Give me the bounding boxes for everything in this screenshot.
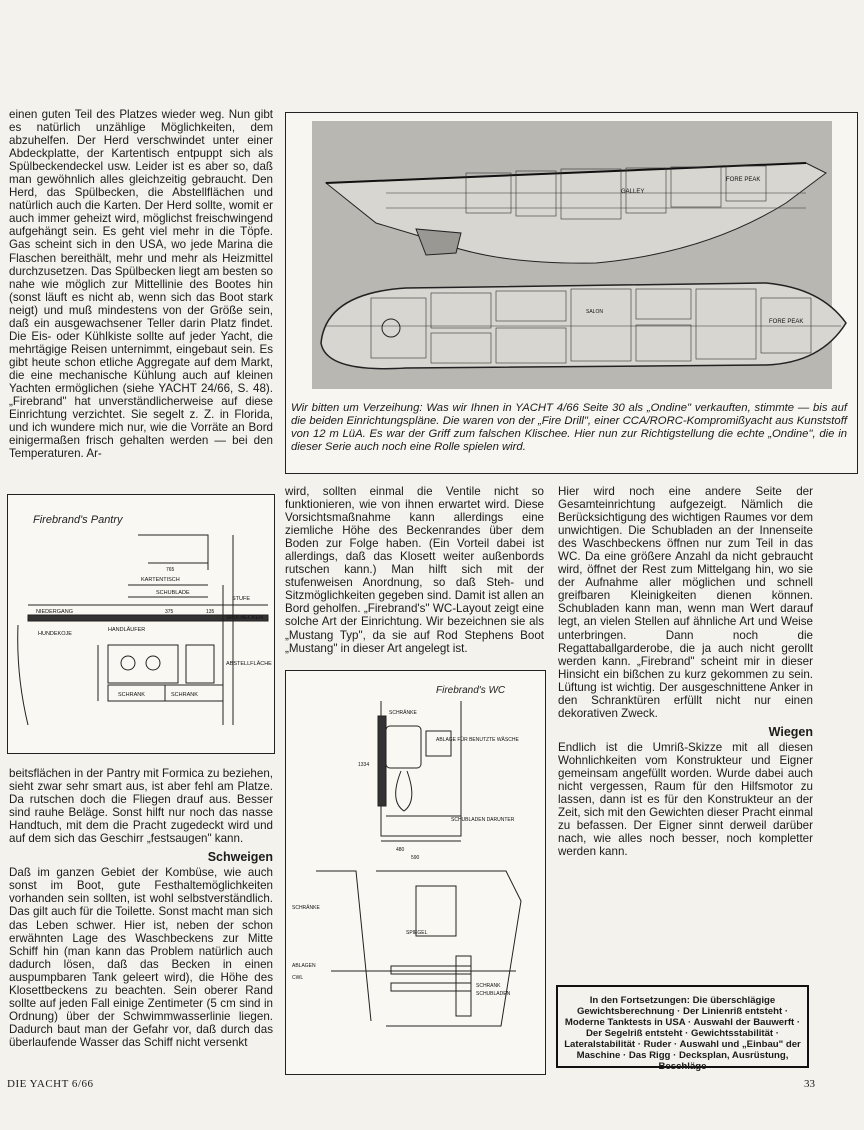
label-schraenke: SCHRÄNKE [292,905,320,911]
paragraph: Daß im ganzen Gebiet der Kombüse, wie auch sonst im Boot, gute Festhaltemöglichkeiten vorhanden sein sollten, ist wohl selbstverständlich. Das gilt auch für die Toilette. Sonst macht man sich das Leben schwer. Hier ist, neben der schon erwähnten Lage des Waschbeckens zur Mitte Schiff hin (man kann das Problem natürlich auch dadurch lösen, daß das Becken in einen auspumpbaren Tank geleert wird), die Höhe des Klosettbeckens zu beachten. Sein oberer Rand sollte auf jeden Fall einige Zentimeter (5 cm sind in Ordnung) über der Schwimmwasserlinie liegen. Dadurch baut man der Gefahr vor, daß durch das überlaufende Wasser das Schiff nicht versenkt [9,866,273,1049]
paragraph: wird, sollten einmal die Ventile nicht so funktionieren, wie von ihnen erwartet wird. Diese Vorsichtsmaßnahme kann allerdings eine ziemliche Höhe des Beckenrandes über dem Boden zur Folge haben. (Ein Vorteil dabei ist allerdings, daß das Klosett weiter außenbords rutschen kann.) Man hilft sich mit der stufenweisen Anordnung, so daß Steh- und Sitzmöglichkeiten gegeben sind. Damit ist allen an Bord geholfen. „Firebrand's" WC-Layout zeigt eine solche Art der Einrichtung. Wir bezeichnen sie als „Mustang Typ", da sie auf Rod Stephens Boot „Mustang" in dieser Art angelegt ist. [285,485,544,655]
handwritten-title: Firebrand's WC [436,685,506,696]
column-1-bottom [9,767,273,1049]
svg-text:SALON: SALON [586,309,603,315]
paragraph: Endlich ist die Umriß-Skizze mit all diesen Wohnlichkeiten vom Konstrukteur und Eigner gemeinsam angefüllt worden. Wurde dabei auch nicht vergessen, Raum für den Hilfsmotor zu lassen, dann ist es für den Konstrukteur an der Zeit, sich mit den Gewichten dieser Pracht einmal zu befassen. Der Eigner sinnt derweil darüber nach, wie alles noch besser, noch kompletter werden kann. [558,740,813,859]
label-schranke: SCHRÄNKE [389,710,417,716]
label-abstellflaeche: ABSTELLFLÄCHE [226,661,272,667]
label-spiegel: SPIEGEL [406,930,428,936]
svg-text:FORE PEAK: FORE PEAK [726,177,761,183]
paragraph: Hier wird noch eine andere Seite der Gesamteinrichtung aufgezeigt. Nämlich die Berücksichtigung des wichtigen Raumes vor dem unwichtigen. Die Schubladen an der Innenseite des Waschbeckens öffnen nur zum Teil in das WC. Da eine größere Anzahl da nicht gebraucht wird, öffnet der Rest zum Mittelgang hin, wo sie der Aufnahme aller möglichen und schnell greifbaren Kleinigkeiten dienen können. Schubladen kann man, wenn man Wert darauf legt, an vielen Stellen auf ähnliche Art und Weise unterbringen. Dann noch die Regattaballgarderobe, die ja auch nicht gerollt werden kann. „Firebrand" scheint mir in dieser Hinsicht ein bißchen zu kurz gekommen zu sein. Lüftung ist wichtig. Der ausgeschnittene Anker in den Schranktüren erfüllt nicht nur einen dekorativen Zweck. [558,485,813,720]
label-hundekoje: HUNDEKOJE [38,631,72,637]
column-3 [558,485,813,858]
paragraph: beitsflächen in der Pantry mit Formica zu beziehen, sieht zwar sehr smart aus, ist aber fehl am Platze. Da rutschen doch die Fliegen drauf aus. Besser sind rauhe Beläge. Sonst hilft nur noch das nasse Handtuch, mit dem die Pracht zugedeckt wird und auf dem sich das Geschirr „festsaugen" kann. [9,767,273,846]
heading-schweigen: Schweigen [207,850,273,865]
pantry-sketch [8,495,274,753]
handwritten-title: Firebrand's Pantry [33,514,123,526]
svg-text:GALLEY: GALLEY [621,189,645,195]
label-niedergang: NIEDERGANG [36,609,73,615]
label-kartentisch: KARTENTISCH [141,577,180,583]
column-2 [285,485,544,655]
label-ablagen: ABLAGEN [292,963,316,969]
dim-765: 765 [166,567,175,573]
label-schrank-1: SCHRANK [118,692,145,698]
dim-375: 375 [165,609,174,615]
label-schrank-2: SCHRANK [171,692,198,698]
series-preview-box: In den Fortsetzungen: Die überschlägige Gewichtsberechnung · Der Linienriß entsteht · Moderne Tanktests in USA · Auswahl der Bauwerft · Der Segelriß entsteht · Gewichtsstabilität · Lateralstabilität · Ruder · Auswahl und „Einbau" der Maschine · Das Rigg · Decksplan, Ausrüstung, Beschläge [556,985,809,1068]
dim-480: 480 [396,847,405,853]
label-schrank: SCHRANK [476,983,501,989]
page-number: 33 [804,1078,815,1090]
label-schublade: SCHUBLADE [156,590,190,596]
label-schubladen: SCHUBLADEN [476,991,511,997]
pantry-sketch-figure [7,494,275,754]
dim-1334: 1334 [358,762,370,768]
magazine-issue: DIE YACHT 6/66 [7,1078,94,1090]
label-ablage: ABLAGE FÜR BENUTZTE WÄSCHE [436,737,519,743]
dim-135: 135 [206,609,215,615]
heading-wiegen: Wiegen [768,724,813,739]
label-handlaeufer: HANDLÄUFER [108,627,146,633]
label-cwl: CWL [292,975,304,981]
label-spuelbecken: SPÜLBECKEN [226,615,263,621]
svg-text:FORE PEAK: FORE PEAK [769,319,804,325]
label-stufe: STUFE [232,596,251,602]
figure-caption: Wir bitten um Verzeihung: Was wir Ihnen in YACHT 4/66 Seite 30 als „Ondine" verkauften, stimmte — bis auf die beiden Einrichtungspläne. Die waren von der „Fire Drill", einer CCA/RORC-Kompromißyacht aus Kunststoff von 12 m LüA. Es war der Griff zum falschen Klischee. Hier nun zur Richtigstellung die echte „Ondine", die in dieser Serie auch noch eine Rolle spielen wird. [291,402,847,453]
column-1-top [9,108,273,460]
paragraph: einen guten Teil des Platzes wieder weg. Nun gibt es natürlich unzählige Möglichkeiten, dem abzuhelfen. Der Herd verschwindet unter einer Abdeckplatte, der Kartentisch entpuppt sich als Spülbeckendeckel usw. Leider ist es aber so, daß man gewöhnlich alles gleichzeitig gebraucht. Den Herd, das Spülbecken, die Abstellflächen und natürlich auch die Karten. Der Herd sollte, womit er auch immer geheizt wird, möglichst freischwingend aufgehängt sein. Es geht viel mehr in die Töpfe. Gas scheint sich in den USA, wo jede Marina die Flaschen bereithält, mehr und mehr als Heizmittel durchzusetzen. Das Spülbecken liegt am besten so nahe wie möglich zur Mittellinie des Bootes hin (sonst läuft es nicht ab, wenn sich das Boot stark neigt) und muß mindestens von der Größe sein, daß ein ausgewachsener Teller darin Platz findet. Die Eis- oder Kühlkiste sollte auf jeder Yacht, die mehrtägige Reisen unternimmt, eingebaut sein. Es gibt heute schon etliche Aggregate auf dem Markt, die eine mechanische Kühlung auch auf kleinen Yachten ermöglichen (siehe YACHT 24/66, S. 48). „Firebrand" hat unverständlicherweise auf diese Einrichtung verzichtet. Sie segelt z. Z. in Florida, und ich wundere mich nur, wie die Vorräte an Bord einigermaßen frisch gehalten werden — bei den Temperaturen. Ar- [9,108,273,461]
wc-sketch [286,671,545,1074]
wc-sketch-figure [285,670,546,1075]
label-schubladen-darunter: SCHUBLADEN DARUNTER [451,817,515,823]
dim-590: 590 [411,855,420,861]
